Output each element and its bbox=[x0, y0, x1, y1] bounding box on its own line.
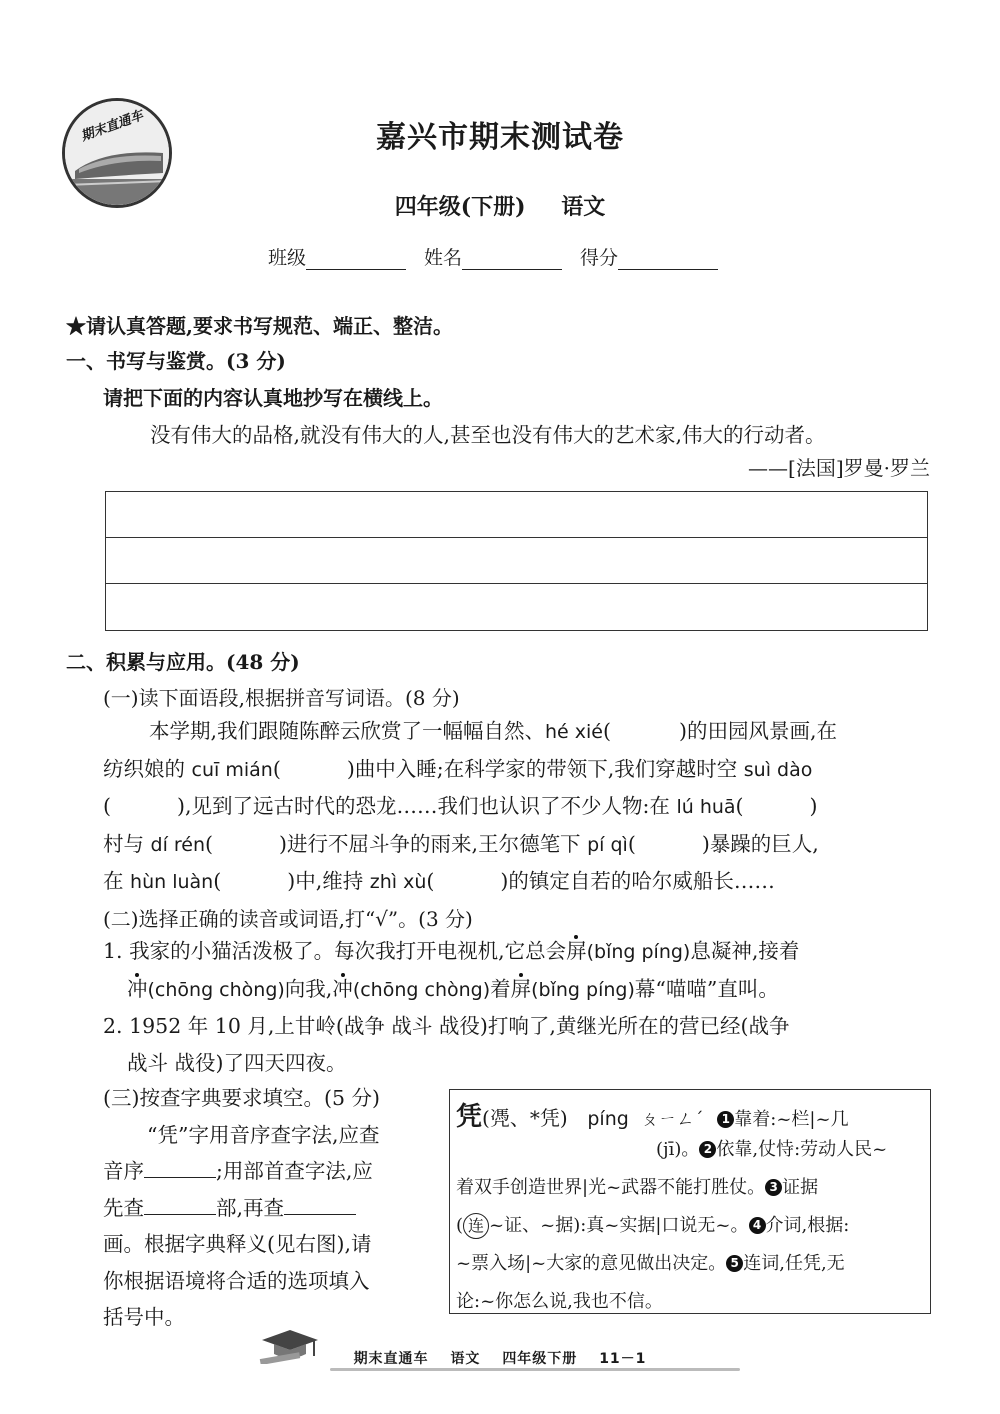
page-footer bbox=[0, 1348, 1000, 1368]
answer-blank[interactable] bbox=[284, 1196, 356, 1215]
section1-heading: 一、书写与鉴赏。(3 分) bbox=[66, 349, 286, 373]
logo-text: 期末直通车 bbox=[79, 108, 146, 145]
reading-options[interactable]: (chōng chòng) bbox=[147, 978, 285, 1001]
sense-number: 1 bbox=[717, 1111, 734, 1128]
reading-options[interactable]: (bǐng píng) bbox=[586, 941, 691, 963]
pinyin-zhixu: zhì xù bbox=[369, 871, 427, 893]
section1-prompt: 请把下面的内容认真地抄写在横线上。 bbox=[103, 386, 443, 410]
subject-label: 语文 bbox=[561, 194, 606, 220]
part2-questions: 1. 我家的小猫活泼极了。每次我打开电视机,它总会屏(bǐng píng)息凝神,接着 冲(chōng chòng)向我,冲(chōng chòng)着屏(bǐng píng)幕“喵喵”直叫。 2. 1952 年 10 月,上甘岭(战争 战斗 战役)打响了,黄继光所在的营已经(战争 战斗 战役)了四天四夜。 bbox=[103, 933, 943, 1081]
section2-heading: 二、积累与应用。(48 分) bbox=[66, 650, 300, 674]
dictionary-entry: 凭(凴、*凭) píng ㄆㄧㄥˊ 1 靠着:~栏|~几 (jī)。 2 依靠,仗恃:劳动人民~ 着双手创造世界|光~武器不能打胜仗。 3 证据 ( 连 ~证、~据):真~实据|口说无~。 4 介词,根据: ~票入场|~大家的意见做出决定。 5 连词,任凭,无 论:~你怎么说,我也不信。 bbox=[449, 1089, 931, 1314]
reading-options[interactable]: (chōng chòng) bbox=[352, 978, 491, 1001]
pinyin-piqi: pí qì bbox=[587, 833, 628, 856]
part2-heading: (二)选择正确的读音或词语,打“√”。(3 分) bbox=[103, 907, 473, 931]
pinyin-diren: dí rén bbox=[150, 833, 206, 856]
part3-heading: (三)按查字典要求填空。(5 分) bbox=[103, 1086, 381, 1110]
instruction: ★请认真答题,要求书写规范、端正、整洁。 bbox=[66, 314, 453, 338]
question-2-line2[interactable]: 战斗 战役)了四天四夜。 bbox=[127, 1050, 347, 1075]
copy-writing-box[interactable] bbox=[105, 491, 928, 631]
grade-label: 四年级(下册) bbox=[394, 194, 526, 220]
marked-char: 冲 bbox=[332, 976, 353, 1001]
page-subtitle bbox=[0, 190, 1000, 221]
footer-grade: 四年级下册 bbox=[502, 1351, 578, 1367]
class-field[interactable]: 班级 bbox=[268, 243, 406, 270]
answer-blank[interactable] bbox=[144, 1159, 216, 1178]
score-field[interactable]: 得分 bbox=[580, 243, 718, 270]
footer-page: 11－1 bbox=[599, 1351, 647, 1367]
marked-char: 屏 bbox=[510, 976, 532, 1001]
circled-char: 连 bbox=[463, 1213, 489, 1239]
pinyin-hunluan: hùn luàn bbox=[130, 871, 214, 893]
pinyin-hexie: hé xié bbox=[545, 721, 603, 743]
pinyin-luhua: lú huā bbox=[676, 796, 736, 818]
sense-number: 5 bbox=[726, 1255, 743, 1272]
part1-passage: 本学期,我们跟随陈醉云欣赏了一幅幅自然、hé xié( )的田园风景画,在 纺织娘的 cuī mián( )曲中入睡;在科学家的带领下,我们穿越时空 suì dào ( ),见到了远古时代的恐龙……我们也认识了不少人物:在 lú huā( ) 村与 dí rén( )进行不屈斗争的雨来,王尔德笔下 pí qì( )暴躁的巨人, 在 hùn luàn( )中,维持 zhì xù( )的镇定自若的哈尔威船长…… bbox=[103, 719, 838, 893]
footer-divider bbox=[330, 1368, 740, 1371]
pinyin-cuimian: cuī mián bbox=[191, 758, 273, 781]
quote-text: 没有伟大的品格,就没有伟大的人,甚至也没有伟大的艺术家,伟大的行动者。 bbox=[150, 423, 826, 447]
sense-number: 4 bbox=[749, 1217, 766, 1234]
name-field[interactable]: 姓名 bbox=[424, 243, 562, 270]
footer-brand: 期末直通车 bbox=[353, 1351, 429, 1367]
pinyin-suidao: suì dào bbox=[743, 758, 813, 781]
sense-number: 2 bbox=[699, 1141, 716, 1158]
writing-line[interactable] bbox=[106, 538, 927, 584]
writing-line[interactable] bbox=[106, 584, 927, 630]
marked-char: 屏 bbox=[566, 939, 587, 963]
marked-char: 冲 bbox=[127, 976, 148, 1001]
part3-text: (三)按查字典要求填空。(5 分) “凭”字用音序查字法,应查 音序 ;用部首查字法,应 先查 部,再查 画。根据字典释义(见右图),请 你根据语境将合适的选项填入 括号中。 bbox=[103, 1080, 433, 1336]
question-2-line1[interactable]: 2. 1952 年 10 月,上甘岭(战争 战斗 战役)打响了,黄继光所在的营已经(战争 bbox=[103, 1014, 790, 1038]
quote-source: ——[法国]罗曼·罗兰 bbox=[748, 456, 930, 480]
sense-number: 3 bbox=[765, 1179, 782, 1196]
page-title: 嘉兴市期末测试卷 bbox=[376, 120, 624, 155]
answer-blank[interactable] bbox=[144, 1196, 216, 1215]
entry-char: 凭 bbox=[456, 1102, 483, 1132]
part1-heading: (一)读下面语段,根据拼音写词语。(8 分) bbox=[103, 686, 460, 710]
reading-options[interactable]: (bǐng píng) bbox=[531, 978, 635, 1001]
footer-subject: 语文 bbox=[450, 1351, 481, 1367]
writing-line[interactable] bbox=[106, 492, 927, 538]
student-info bbox=[268, 243, 718, 270]
